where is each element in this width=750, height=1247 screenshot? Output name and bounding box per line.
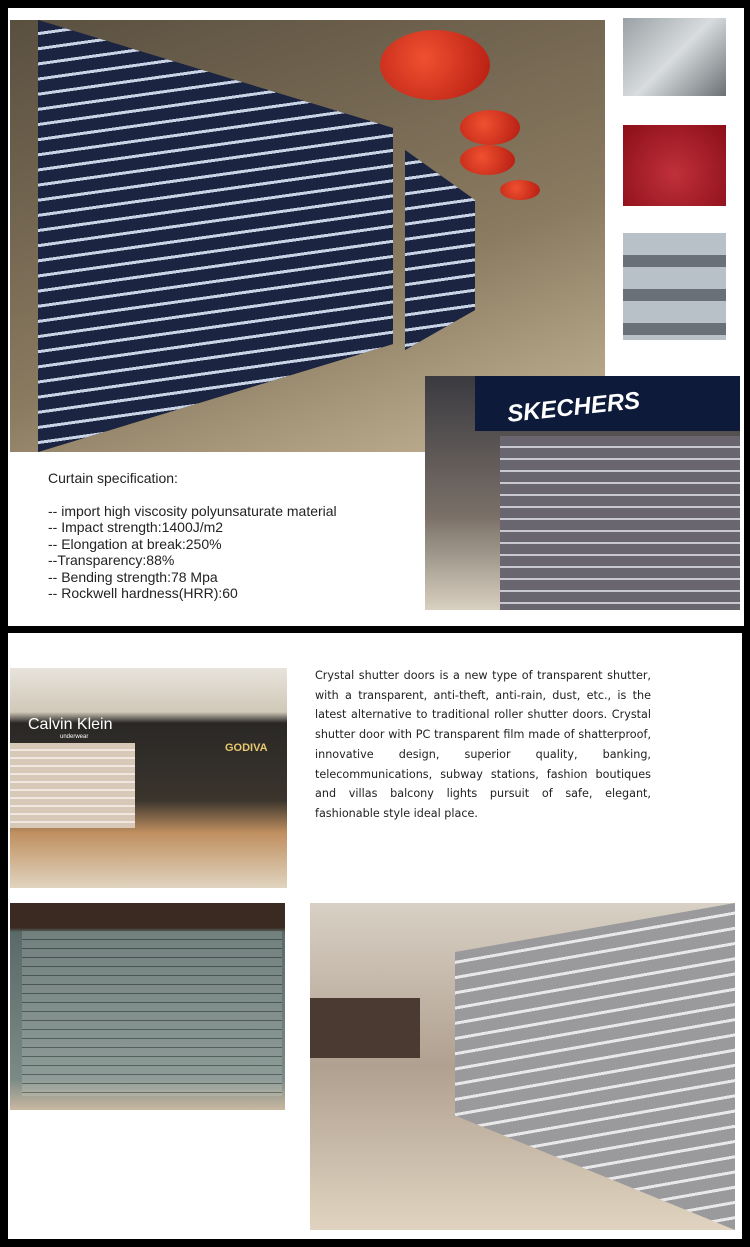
spec-item: -- Bending strength:78 Mpa <box>48 568 218 585</box>
skechers-sign: SKECHERS <box>505 387 642 428</box>
godiva-sign: GODIVA <box>225 742 268 754</box>
mall-corridor-shutter-photo <box>310 903 735 1230</box>
closed-store-shutter-photo <box>10 903 285 1110</box>
spec-item: -- Rockwell hardness(HRR):60 <box>48 585 238 601</box>
spec-title: Curtain specification: <box>48 470 178 486</box>
spec-item: -- Elongation at break:250% <box>48 535 222 552</box>
product-description: Crystal shutter doors is a new type of transparent shutter, with a transparent, anti-theft, anti-rain, dust, etc., is the latest alternative to traditional roller shutter doors. Crystal shutter door with PC transparent film made of shatterproof, innovative design, superior quality, banking, telecommunications, subway stations, fashion boutiques and villas balcony lights pursuit of safe, elegant, fashionable style ideal place. <box>315 669 651 820</box>
panel-profiles-photo <box>623 233 726 340</box>
calvin-klein-sign: Calvin Klein <box>28 716 113 733</box>
flexible-panel-photo <box>623 125 726 206</box>
calvin-klein-subsign: underwear <box>60 734 89 740</box>
spec-item: --Transparency:88% <box>48 552 175 568</box>
calvin-klein-store-photo <box>10 668 287 888</box>
spec-item: -- import high viscosity polyunsaturate material <box>48 502 337 519</box>
panel-sample-photo <box>623 18 726 96</box>
curtain-specification <box>48 470 337 602</box>
skechers-store-photo <box>425 376 740 610</box>
spec-item: -- Impact strength:1400J/m2 <box>48 519 224 535</box>
